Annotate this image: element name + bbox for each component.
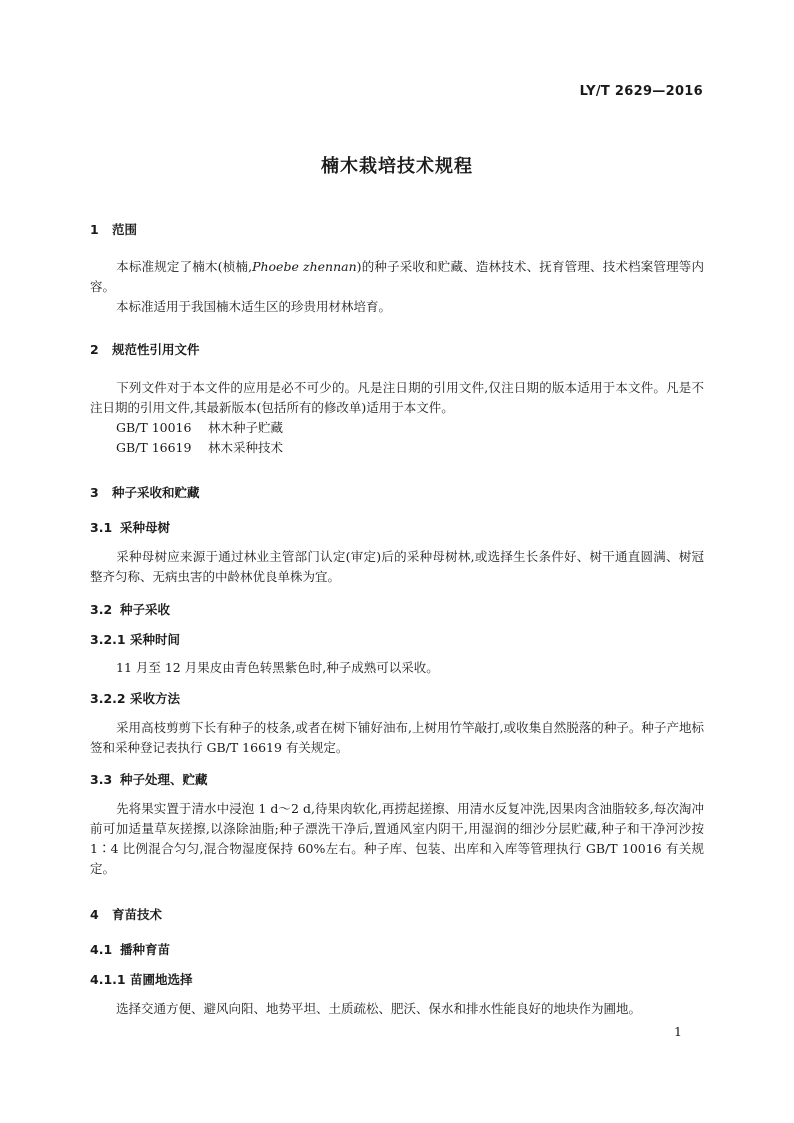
section-heading-3-1: 3.1 采种母树 <box>90 520 171 535</box>
paragraph-nursery-selection: 选择交通方便、避风向阳、地势平坦、土质疏松、肥沃、保水和排水性能良好的地块作为圃地。 <box>116 1001 642 1016</box>
paragraph-collection-method: 采用高枝剪剪下长有种子的枝条,或者在树下铺好油布,上树用竹竿敲打,或收集自然脱落的种子。种子产地标签和采种登记表执行 GB/T 16619 有关规定。 <box>90 720 704 755</box>
paragraph-seed-treatment: 先将果实置于清水中浸泡 1 d～2 d,待果肉软化,再捞起搓擦、用清水反复冲洗,因果肉含油脂较多,每次淘冲前可加适量草灰搓擦,以涤除油脂;种子漂洗干净后,置通风室内阴干,用湿润的细沙分层贮藏,种子和干净河沙按 1∶4 比例混合匀匀,混合物湿度保持 60%左右。种子库、包装、出库和入库等管理执行 GB/T 10016 有关规定。 <box>90 801 704 876</box>
section-heading-4-1: 4.1 播种育苗 <box>90 942 171 957</box>
section-heading-3-3: 3.3 种子处理、贮藏 <box>90 772 208 787</box>
reference-item: GB/T 10016 林木种子贮藏 <box>116 420 284 435</box>
latin-species-name: Phoebe zhennan <box>252 259 357 274</box>
paragraph-mother-tree: 采种母树应来源于通过林业主管部门认定(审定)后的采种母树林,或选择生长条件好、树干通直圆满、树冠整齐匀称、无病虫害的中龄林优良单株为宜。 <box>90 549 704 584</box>
section-heading-3-2-2: 3.2.2 采收方法 <box>90 691 181 706</box>
standard-code: LY/T 2629—2016 <box>579 84 703 99</box>
reference-item: GB/T 16619 林木采种技术 <box>116 440 284 455</box>
section-heading-3-2: 3.2 种子采收 <box>90 602 171 617</box>
paragraph-scope-2: 本标准适用于我国楠木适生区的珍贵用材林培育。 <box>116 299 392 314</box>
page-number: 1 <box>674 1024 682 1039</box>
section-number: 1 <box>90 222 99 237</box>
paragraph-collection-time: 11 月至 12 月果皮由青色转黑紫色时,种子成熟可以采收。 <box>116 660 439 675</box>
section-heading-4-1-1: 4.1.1 苗圃地选择 <box>90 972 193 987</box>
section-heading-3-2-1: 3.2.1 采种时间 <box>90 632 181 647</box>
section-title: 范围 <box>112 222 138 237</box>
section-heading-1 <box>90 220 137 238</box>
section-heading-3: 3 种子采收和贮藏 <box>90 485 200 500</box>
paragraph-scope-1: 本标准规定了楠木(桢楠,Phoebe zhennan)的种子采收和贮藏、造林技术、抚育管理、技术档案管理等内容。 <box>90 259 704 294</box>
section-heading-4: 4 育苗技术 <box>90 907 163 922</box>
section-heading-2: 2 规范性引用文件 <box>90 342 200 357</box>
document-title: 楠木栽培技术规程 <box>321 156 473 177</box>
paragraph-references: 下列文件对于本文件的应用是必不可少的。凡是注日期的引用文件,仅注日期的版本适用于本文件。凡是不注日期的引用文件,其最新版本(包括所有的修改单)适用于本文件。 <box>90 380 704 415</box>
